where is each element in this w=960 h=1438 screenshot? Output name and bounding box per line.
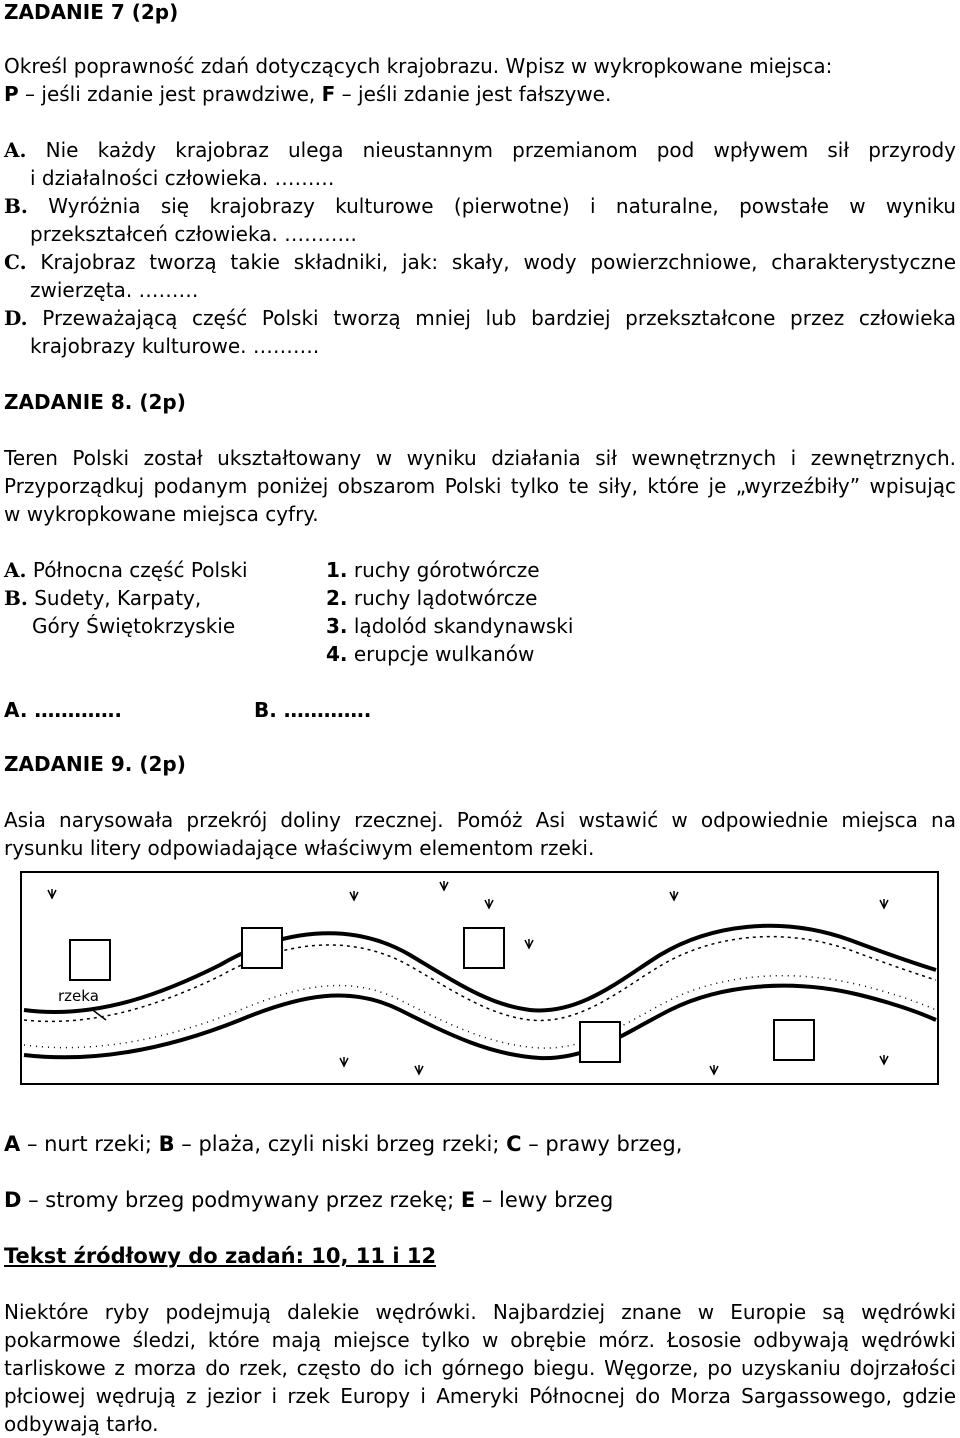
force-4: 4. erupcje wulkanów	[326, 642, 535, 666]
task8-para-2: Przyporządkuj podanym poniżej obszarom Polski tylko te siły, które je „wyrzeźbiły” wpisując	[4, 474, 956, 498]
force-2: 2. ruchy lądotwórcze	[326, 586, 538, 610]
force-1: 1. ruchy górotwórcze	[326, 558, 540, 582]
task7-item-c-line1: C. Krajobraz tworzą takie składniki, jak: skały, wody powierzchniowe, charakterystyczne	[4, 250, 957, 274]
source-line-4: płciowej wędrują z jezior i rzek Europy i Ameryki Północnej do Morza Sargassowego, gdzie	[4, 1384, 956, 1408]
region-b-cont: Góry Świętokrzyskie	[32, 614, 236, 638]
task7-item-c-line2[interactable]: zwierzęta. ………	[30, 278, 199, 302]
true-meaning: – jeśli zdanie jest prawdziwe,	[18, 82, 322, 106]
source-heading: Tekst źródłowy do zadań: 10, 11 i 12	[4, 1244, 437, 1268]
answer-box[interactable]	[70, 940, 110, 980]
answer-box[interactable]	[242, 928, 282, 968]
false-letter: F	[321, 82, 336, 106]
task9-title: ZADANIE 9. (2p)	[4, 752, 186, 776]
task8-title: ZADANIE 8. (2p)	[4, 390, 186, 414]
task9-para-1: Asia narysowała przekrój doliny rzecznej. Pomóż Asi wstawić w odpowiednie miejsca na	[4, 808, 956, 832]
answer-a[interactable]: A. ………….	[4, 698, 123, 722]
key-line-1: A – nurt rzeki; B – plaża, czyli niski brzeg rzeki; C – prawy brzeg,	[4, 1132, 683, 1156]
task7-item-a-line1: A. Nie każdy krajobraz ulega nieustannym przemianom pod wpływem sił przyrody	[4, 138, 956, 162]
region-a: A. Północna część Polski	[4, 558, 248, 582]
river-label: rzeka	[58, 987, 99, 1005]
task7-item-a-line2[interactable]: i działalności człowieka. ………	[30, 166, 335, 190]
task7-legend	[4, 80, 611, 108]
answer-box[interactable]	[580, 1022, 620, 1062]
source-line-1: Niektóre ryby podejmują dalekie wędrówki. Najbardziej znane w Europie są wędrówki	[4, 1300, 956, 1324]
task8-para-1: Teren Polski został ukształtowany w wyniku działania sił wewnętrznych i zewnętrznych.	[4, 446, 956, 470]
task9-para-2: rysunku litery odpowiadające właściwym elementom rzeki.	[4, 836, 595, 860]
region-b: B. Sudety, Karpaty,	[4, 586, 202, 610]
task7-item-d-line2[interactable]: krajobrazy kulturowe. ……….	[30, 334, 320, 358]
source-line-5: odbywają tarło.	[4, 1412, 159, 1436]
key-line-2: D – stromy brzeg podmywany przez rzekę; E – lewy brzeg	[4, 1188, 614, 1212]
river-valley-figure	[20, 870, 940, 1086]
answer-box[interactable]	[464, 928, 504, 968]
true-letter: P	[4, 82, 19, 106]
answer-box[interactable]	[774, 1020, 814, 1060]
task7-title: ZADANIE 7 (2p)	[4, 0, 179, 24]
false-meaning: – jeśli zdanie jest fałszywe.	[335, 82, 612, 106]
task8-para-3: w wykropkowane miejsca cyfry.	[4, 502, 319, 526]
source-line-3: tarliskowe z morza do rzek, często do ich górnego biegu. Węgorze, po uzyskaniu dojrzałości	[4, 1356, 956, 1380]
task7-instruction: Określ poprawność zdań dotyczących krajobrazu. Wpisz w wykropkowane miejsca:	[4, 54, 833, 78]
task7-item-b-line2[interactable]: przekształceń człowieka. ………..	[30, 222, 357, 246]
force-3: 3. lądolód skandynawski	[326, 614, 574, 638]
task7-item-b-line1: B. Wyróżnia się krajobrazy kulturowe (pierwotne) i naturalne, powstałe w wyniku	[4, 194, 956, 218]
answer-b[interactable]: B. ………….	[254, 698, 372, 722]
source-line-2: pokarmowe śledzi, które mają miejsce tylko w obrębie mórz. Łososie odbywają wędrówki	[4, 1328, 956, 1352]
task7-item-d-line1: D. Przeważającą część Polski tworzą mniej lub bardziej przekształcone przez człowieka	[4, 306, 957, 330]
